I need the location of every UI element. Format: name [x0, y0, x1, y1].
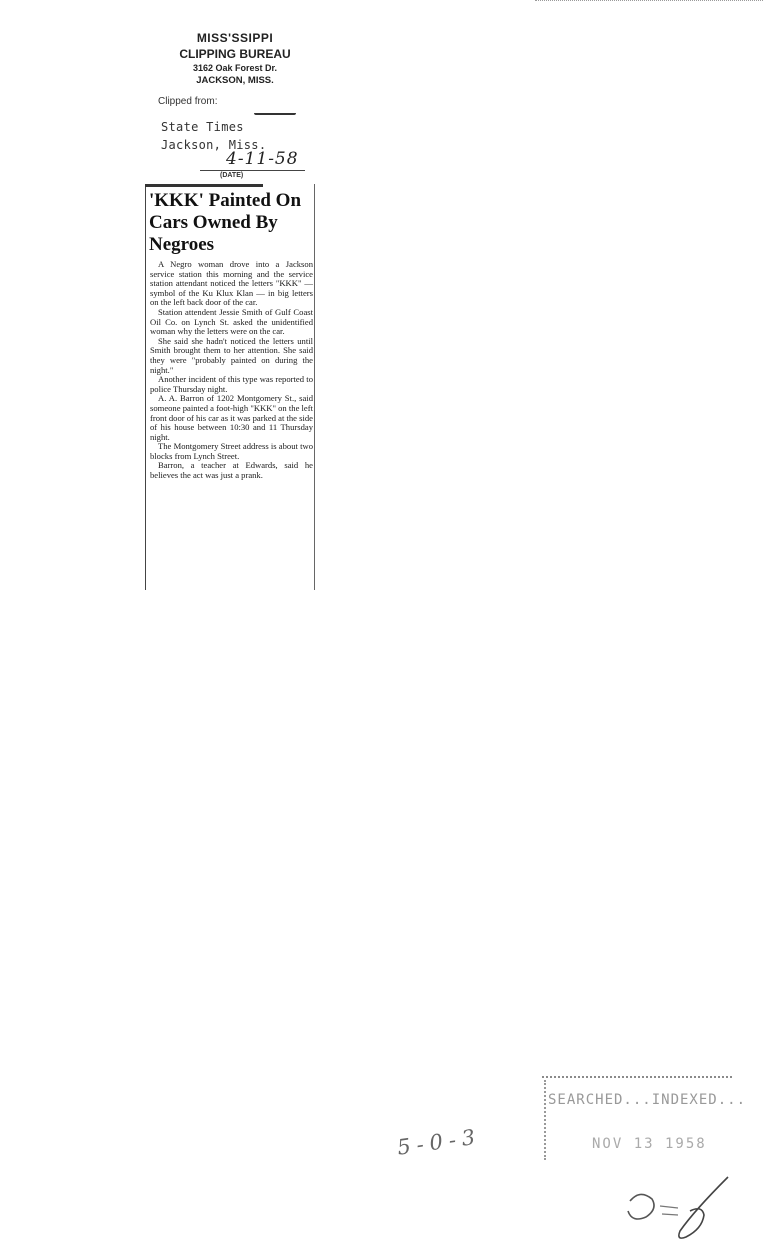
bureau-name-line1: MISS'SSIPPI — [196, 31, 274, 45]
bureau-address: 3162 Oak Forest Dr. — [192, 63, 278, 73]
stamp-left-border — [544, 1080, 547, 1160]
handwritten-file-number: 5-0-3 — [395, 1124, 483, 1160]
bureau-city: JACKSON, MISS. — [196, 75, 274, 86]
date-label: (DATE) — [220, 172, 244, 179]
source-paper: State Times — [161, 120, 244, 134]
article-paragraph: Barron, a teacher at Edwards, said he believes the act was just a prank. — [150, 460, 313, 481]
top-dotted-edge — [535, 0, 763, 3]
handwritten-initials — [580, 1166, 730, 1246]
article-headline: 'KKK' Painted On Cars Owned By Negroes — [149, 190, 302, 255]
handwritten-date: 4-11-58 — [226, 149, 299, 169]
article-paragraph: A. A. Barron of 1202 Montgomery St., said someone painted a foot-high "KKK" on the left front door of his car as it was parked at the side of his house between 10:30 and 11 Thursday night. — [150, 393, 313, 442]
article-paragraph: Another incident of this type was reported to police Thursday night. — [150, 374, 313, 394]
source-city: Jackson, Miss. — [161, 138, 267, 152]
fbi-received-stamp — [540, 1076, 747, 1246]
clipped-from-label: Clipped from: — [158, 96, 218, 107]
date-line — [200, 170, 305, 171]
clipped-from-underline — [254, 110, 296, 115]
article-paragraph: Station attendent Jessie Smith of Gulf Coast Oil Co. on Lynch St. asked the unidentified woman why the letters were on the car. — [150, 306, 313, 337]
clipping-edge-top — [145, 184, 263, 187]
clipping-edge-left — [145, 184, 146, 590]
clipping-bureau-header — [150, 30, 320, 87]
article-paragraph: She said she hadn't noticed the letters until Smith brought them to her attention. She said they were "probably painted on during the night." — [150, 335, 313, 375]
article-body — [150, 260, 313, 481]
article-paragraph: The Montgomery Street address is about two blocks from Lynch Street. — [150, 441, 313, 461]
article-paragraph: A Negro woman drove into a Jackson service station this morning and the service station attendant noticed the letters "KKK" — symbol of the Ku Klux Klan — in big letters on the left back door of the car. — [150, 259, 313, 308]
stamp-top-border — [542, 1076, 732, 1082]
stamp-date: NOV 13 1958 — [592, 1136, 707, 1152]
bureau-name-line2: CLIPPING BUREAU — [179, 47, 291, 61]
stamp-text-line1: SEARCHED...INDEXED... — [548, 1092, 747, 1108]
newspaper-article — [145, 184, 317, 590]
clipping-edge-right — [314, 184, 315, 590]
